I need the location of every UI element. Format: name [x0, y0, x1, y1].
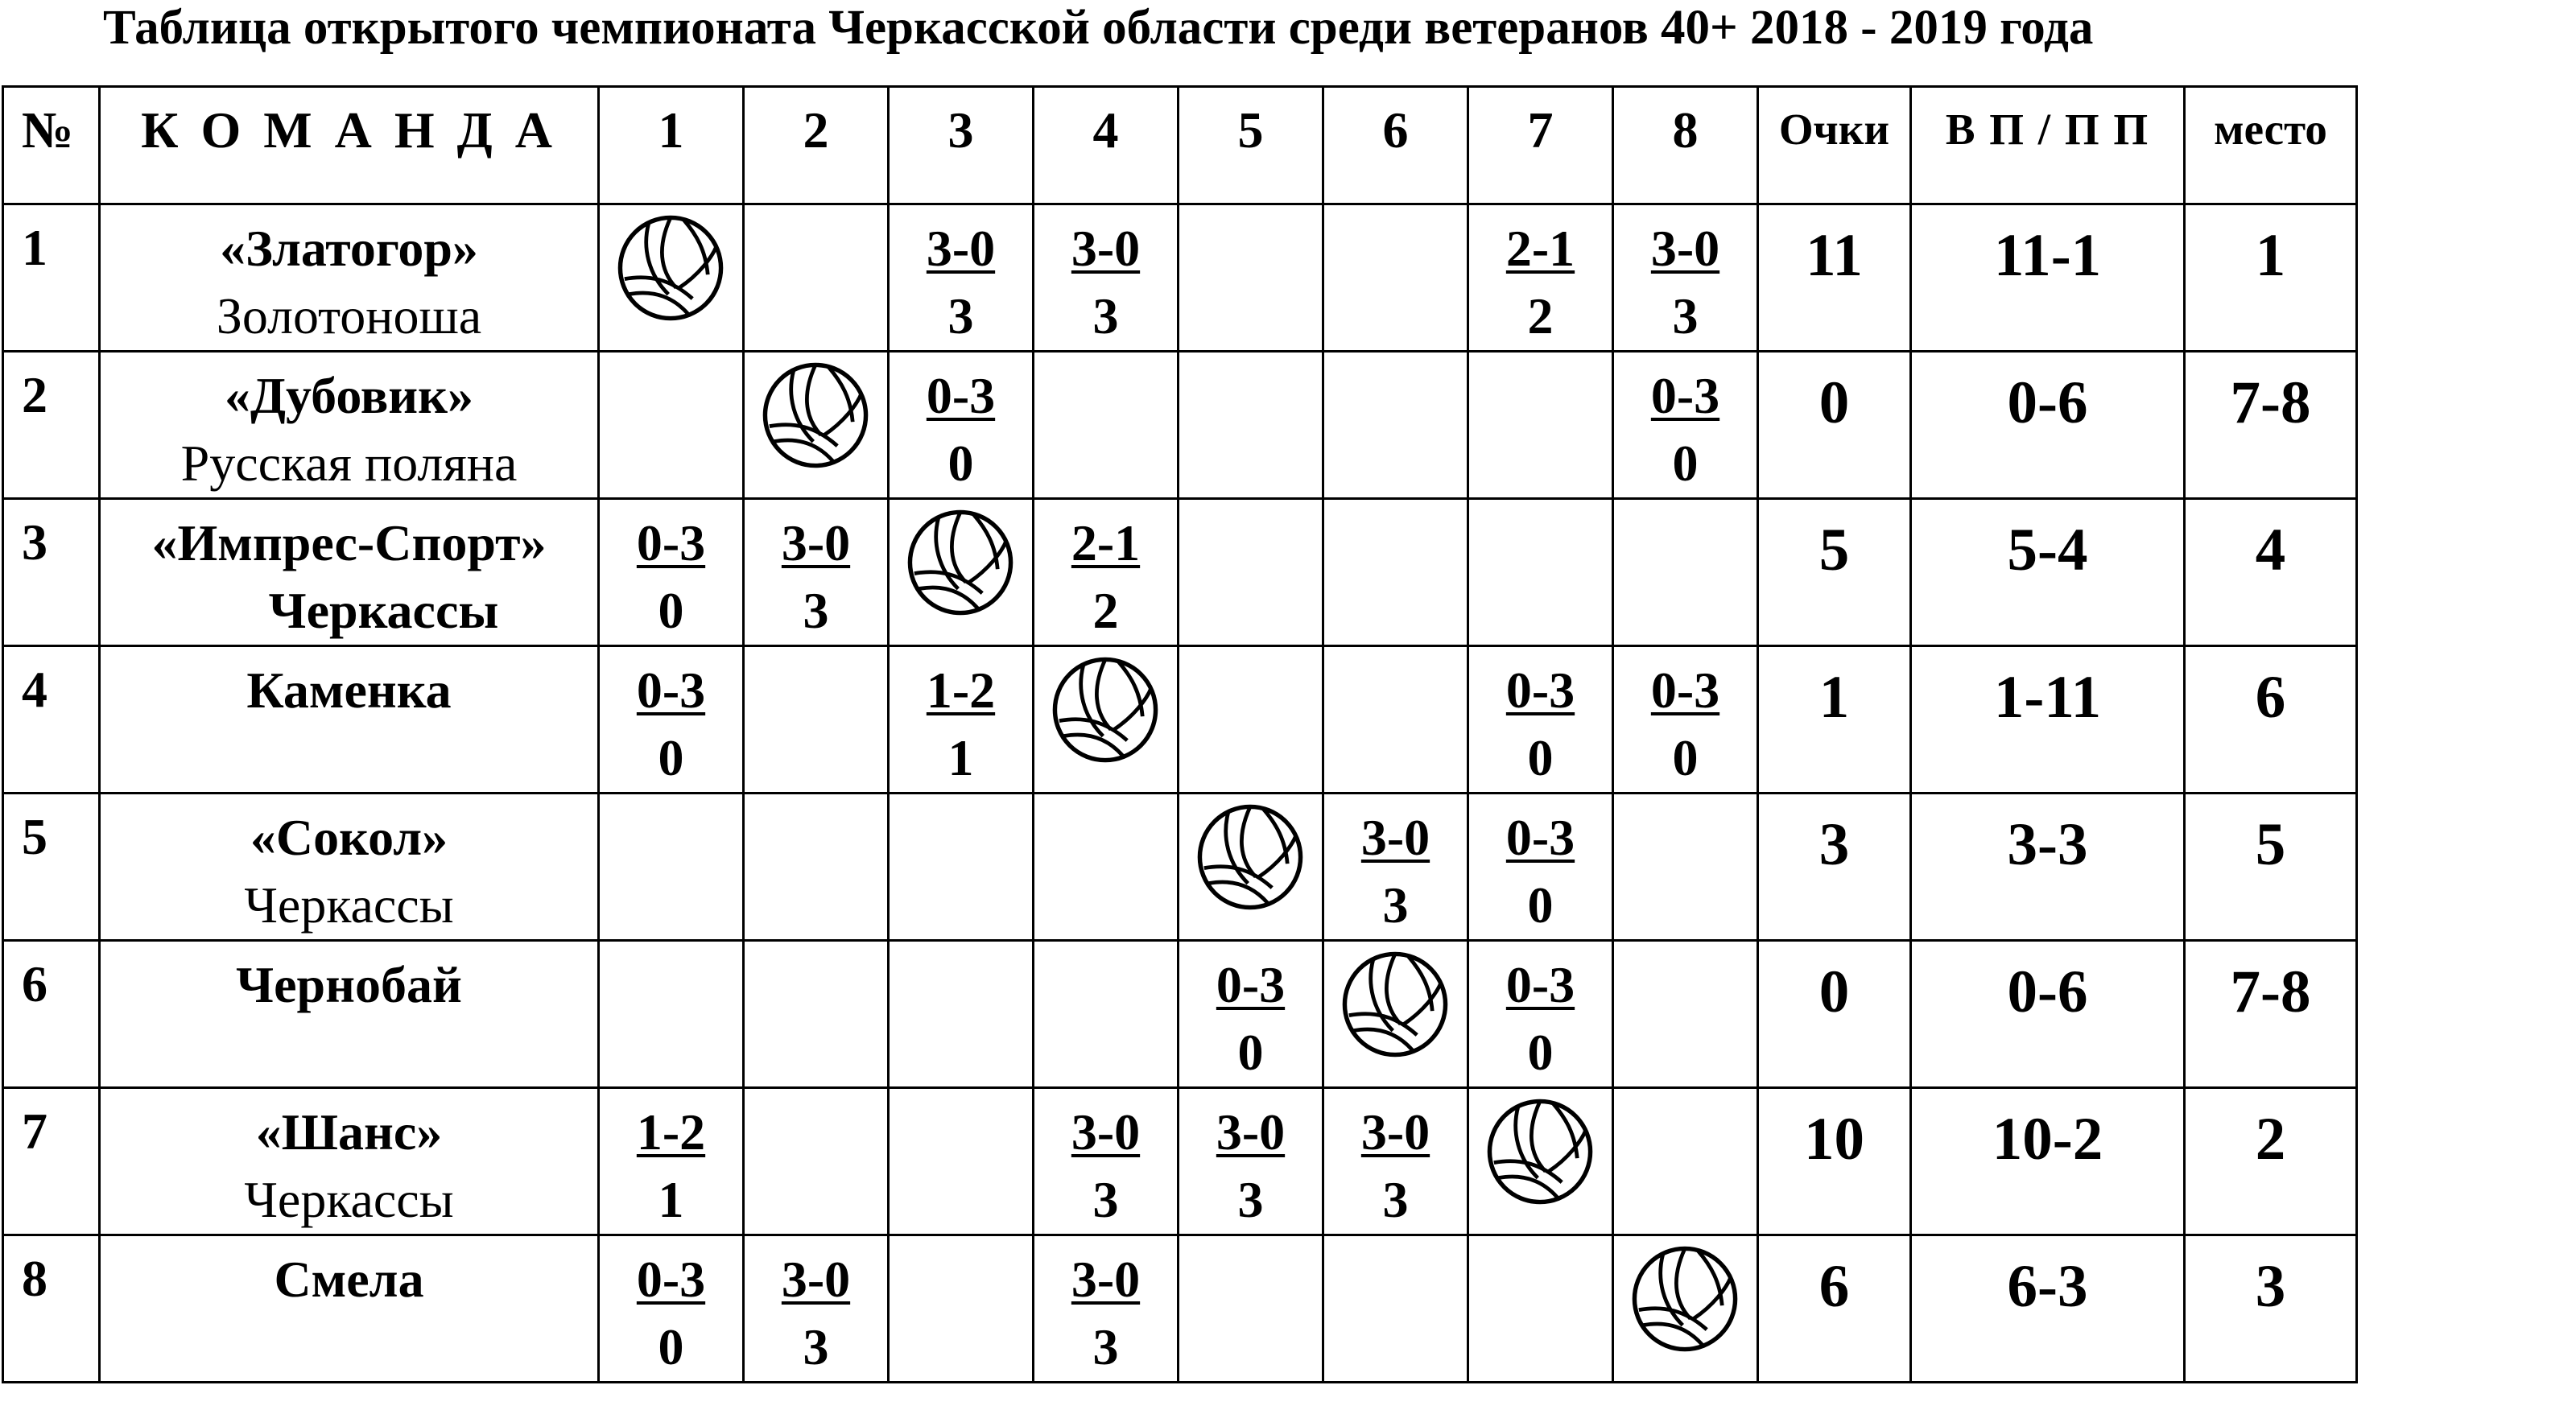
volleyball-icon	[1485, 1097, 1595, 1206]
match-points: 0	[1527, 729, 1554, 786]
match-result-cell	[599, 499, 744, 646]
empty-cell	[1468, 352, 1613, 499]
match-result-cell	[1468, 794, 1613, 941]
match-result-cell	[1179, 941, 1323, 1088]
match-points: 0	[1672, 729, 1699, 786]
volleyball-icon	[1195, 802, 1305, 912]
header-col-4: 4	[1034, 87, 1179, 204]
volleyball-icon	[1630, 1244, 1740, 1354]
match-result-cell	[889, 352, 1034, 499]
empty-cell	[1323, 204, 1468, 352]
empty-cell	[1323, 646, 1468, 794]
volleyball-icon	[761, 361, 870, 470]
volleyball-icon	[1051, 655, 1160, 765]
table-row	[3, 352, 2357, 499]
empty-cell	[1034, 794, 1179, 941]
empty-cell	[1323, 1235, 1468, 1383]
row-number: 3	[3, 499, 100, 646]
empty-cell	[599, 941, 744, 1088]
volleyball-icon	[1340, 950, 1450, 1059]
header-wins-losses: В П / П П	[1911, 87, 2185, 204]
header-num: №	[3, 87, 100, 204]
match-points: 0	[947, 435, 974, 492]
match-score: 1-2	[926, 662, 996, 719]
team-wins-losses: 0-6	[1911, 352, 2185, 499]
diagonal-cell	[1468, 1088, 1613, 1235]
empty-cell	[1613, 1088, 1758, 1235]
match-score: 3-0	[781, 514, 851, 571]
team-points: 3	[1758, 794, 1911, 941]
empty-cell	[1034, 941, 1179, 1088]
match-score: 2-1	[1071, 514, 1141, 571]
team-place: 7-8	[2185, 352, 2357, 499]
match-score: 3-0	[1360, 809, 1430, 866]
match-score: 0-3	[1505, 956, 1575, 1013]
match-points: 3	[1672, 287, 1699, 344]
match-score: 0-3	[1216, 956, 1286, 1013]
team-name: «Импрес-Спорт»	[151, 514, 547, 571]
match-points: 3	[803, 582, 829, 639]
team-place: 4	[2185, 499, 2357, 646]
match-result-cell	[1468, 204, 1613, 352]
team-name: «Златогор»	[220, 220, 478, 277]
match-points: 0	[658, 1318, 684, 1375]
match-score: 3-0	[1360, 1103, 1430, 1161]
team-wins-losses: 1-11	[1911, 646, 2185, 794]
header-team: К О М А Н Д А	[100, 87, 599, 204]
row-number: 5	[3, 794, 100, 941]
empty-cell	[744, 204, 889, 352]
header-col-1: 1	[599, 87, 744, 204]
team-name: Смела	[274, 1251, 424, 1308]
diagonal-cell	[1323, 941, 1468, 1088]
match-points: 0	[658, 582, 684, 639]
team-cell	[100, 204, 599, 352]
match-result-cell	[1468, 941, 1613, 1088]
match-score: 0-3	[1505, 809, 1575, 866]
team-city: Золотоноша	[216, 287, 482, 344]
table-row	[3, 1235, 2357, 1383]
match-points: 3	[1382, 1171, 1409, 1228]
match-result-cell	[1613, 646, 1758, 794]
row-number: 1	[3, 204, 100, 352]
team-points: 6	[1758, 1235, 1911, 1383]
team-name: «Дубовик»	[224, 367, 474, 424]
empty-cell	[889, 1235, 1034, 1383]
match-score: 3-0	[1216, 1103, 1286, 1161]
team-cell	[100, 1235, 599, 1383]
standings-table	[2, 85, 2358, 1383]
match-points: 2	[1092, 582, 1119, 639]
match-score: 0-3	[636, 514, 706, 571]
match-result-cell	[1034, 499, 1179, 646]
match-result-cell	[1034, 1088, 1179, 1235]
header-col-6: 6	[1323, 87, 1468, 204]
match-points: 1	[947, 729, 974, 786]
header-points: Очки	[1758, 87, 1911, 204]
match-result-cell	[599, 1088, 744, 1235]
match-result-cell	[1468, 646, 1613, 794]
match-result-cell	[889, 646, 1034, 794]
match-points: 3	[803, 1318, 829, 1375]
team-cell	[100, 941, 599, 1088]
volleyball-icon	[906, 508, 1015, 617]
empty-cell	[1179, 352, 1323, 499]
team-cell	[100, 646, 599, 794]
match-result-cell	[1613, 204, 1758, 352]
team-wins-losses: 0-6	[1911, 941, 2185, 1088]
empty-cell	[1179, 499, 1323, 646]
match-score: 0-3	[1505, 662, 1575, 719]
match-result-cell	[1323, 794, 1468, 941]
match-score: 0-3	[636, 662, 706, 719]
match-result-cell	[1323, 1088, 1468, 1235]
match-score: 3-0	[926, 220, 996, 277]
table-row	[3, 499, 2357, 646]
team-cell	[100, 499, 599, 646]
team-name: «Шанс»	[255, 1103, 443, 1161]
team-place: 1	[2185, 204, 2357, 352]
empty-cell	[744, 1088, 889, 1235]
match-score: 0-3	[636, 1251, 706, 1308]
match-result-cell	[1179, 1088, 1323, 1235]
match-points: 3	[947, 287, 974, 344]
team-place: 7-8	[2185, 941, 2357, 1088]
row-number: 7	[3, 1088, 100, 1235]
match-score: 1-2	[636, 1103, 706, 1161]
empty-cell	[744, 794, 889, 941]
empty-cell	[599, 352, 744, 499]
header-col-3: 3	[889, 87, 1034, 204]
team-wins-losses: 6-3	[1911, 1235, 2185, 1383]
empty-cell	[599, 794, 744, 941]
match-result-cell	[744, 499, 889, 646]
empty-cell	[1323, 499, 1468, 646]
empty-cell	[1468, 1235, 1613, 1383]
match-points: 3	[1092, 1171, 1119, 1228]
match-result-cell	[1613, 352, 1758, 499]
match-points: 0	[1527, 1024, 1554, 1081]
empty-cell	[889, 941, 1034, 1088]
match-result-cell	[889, 204, 1034, 352]
team-name: Чернобай	[236, 956, 462, 1013]
match-score: 3-0	[1071, 220, 1141, 277]
team-points: 11	[1758, 204, 1911, 352]
table-row	[3, 204, 2357, 352]
team-name: «Сокол»	[250, 809, 448, 866]
table-row	[3, 941, 2357, 1088]
team-cell	[100, 352, 599, 499]
empty-cell	[744, 646, 889, 794]
match-score: 3-0	[1071, 1251, 1141, 1308]
match-points: 2	[1527, 287, 1554, 344]
team-city: Черкассы	[244, 1171, 454, 1228]
match-result-cell	[744, 1235, 889, 1383]
header-col-5: 5	[1179, 87, 1323, 204]
row-number: 8	[3, 1235, 100, 1383]
match-points: 0	[1527, 876, 1554, 934]
header-row	[3, 87, 2357, 204]
match-result-cell	[1034, 204, 1179, 352]
empty-cell	[889, 1088, 1034, 1235]
page-title: Таблица открытого чемпионата Черкасской области среди ветеранов 40+ 2018 - 2019 года	[103, 1, 2094, 55]
match-points: 0	[658, 729, 684, 786]
team-place: 3	[2185, 1235, 2357, 1383]
header-place: место	[2185, 87, 2357, 204]
row-number: 6	[3, 941, 100, 1088]
empty-cell	[1034, 352, 1179, 499]
match-result-cell	[1034, 1235, 1179, 1383]
empty-cell	[1179, 646, 1323, 794]
team-points: 0	[1758, 352, 1911, 499]
empty-cell	[744, 941, 889, 1088]
match-points: 3	[1382, 876, 1409, 934]
team-city: Черкассы	[244, 876, 454, 934]
match-result-cell	[599, 1235, 744, 1383]
team-points: 1	[1758, 646, 1911, 794]
match-result-cell	[599, 646, 744, 794]
row-number: 2	[3, 352, 100, 499]
match-score: 3-0	[781, 1251, 851, 1308]
diagonal-cell	[889, 499, 1034, 646]
match-points: 0	[1237, 1024, 1264, 1081]
match-points: 0	[1672, 435, 1699, 492]
team-place: 6	[2185, 646, 2357, 794]
row-number: 4	[3, 646, 100, 794]
empty-cell	[1613, 941, 1758, 1088]
team-points: 0	[1758, 941, 1911, 1088]
empty-cell	[1468, 499, 1613, 646]
diagonal-cell	[1034, 646, 1179, 794]
team-city: Русская поляна	[180, 435, 518, 492]
team-wins-losses: 11-1	[1911, 204, 2185, 352]
header-col-8: 8	[1613, 87, 1758, 204]
empty-cell	[1613, 499, 1758, 646]
team-place: 5	[2185, 794, 2357, 941]
volleyball-icon	[616, 213, 725, 323]
match-score: 0-3	[926, 367, 996, 424]
empty-cell	[889, 794, 1034, 941]
header-col-2: 2	[744, 87, 889, 204]
team-cell	[100, 1088, 599, 1235]
team-city: Черкассы	[268, 582, 499, 639]
empty-cell	[1613, 794, 1758, 941]
team-name: Каменка	[246, 662, 452, 719]
match-score: 3-0	[1071, 1103, 1141, 1161]
diagonal-cell	[599, 204, 744, 352]
match-score: 2-1	[1505, 220, 1575, 277]
empty-cell	[1179, 1235, 1323, 1383]
table-row	[3, 1088, 2357, 1235]
table-row	[3, 794, 2357, 941]
team-wins-losses: 5-4	[1911, 499, 2185, 646]
match-score: 3-0	[1650, 220, 1720, 277]
diagonal-cell	[1613, 1235, 1758, 1383]
team-cell	[100, 794, 599, 941]
match-points: 3	[1237, 1171, 1264, 1228]
table-row	[3, 646, 2357, 794]
team-points: 5	[1758, 499, 1911, 646]
empty-cell	[1323, 352, 1468, 499]
team-wins-losses: 10-2	[1911, 1088, 2185, 1235]
header-col-7: 7	[1468, 87, 1613, 204]
match-points: 3	[1092, 287, 1119, 344]
diagonal-cell	[1179, 794, 1323, 941]
empty-cell	[1179, 204, 1323, 352]
match-score: 0-3	[1650, 662, 1720, 719]
team-points: 10	[1758, 1088, 1911, 1235]
team-wins-losses: 3-3	[1911, 794, 2185, 941]
match-points: 1	[658, 1171, 684, 1228]
match-points: 3	[1092, 1318, 1119, 1375]
team-place: 2	[2185, 1088, 2357, 1235]
diagonal-cell	[744, 352, 889, 499]
match-score: 0-3	[1650, 367, 1720, 424]
